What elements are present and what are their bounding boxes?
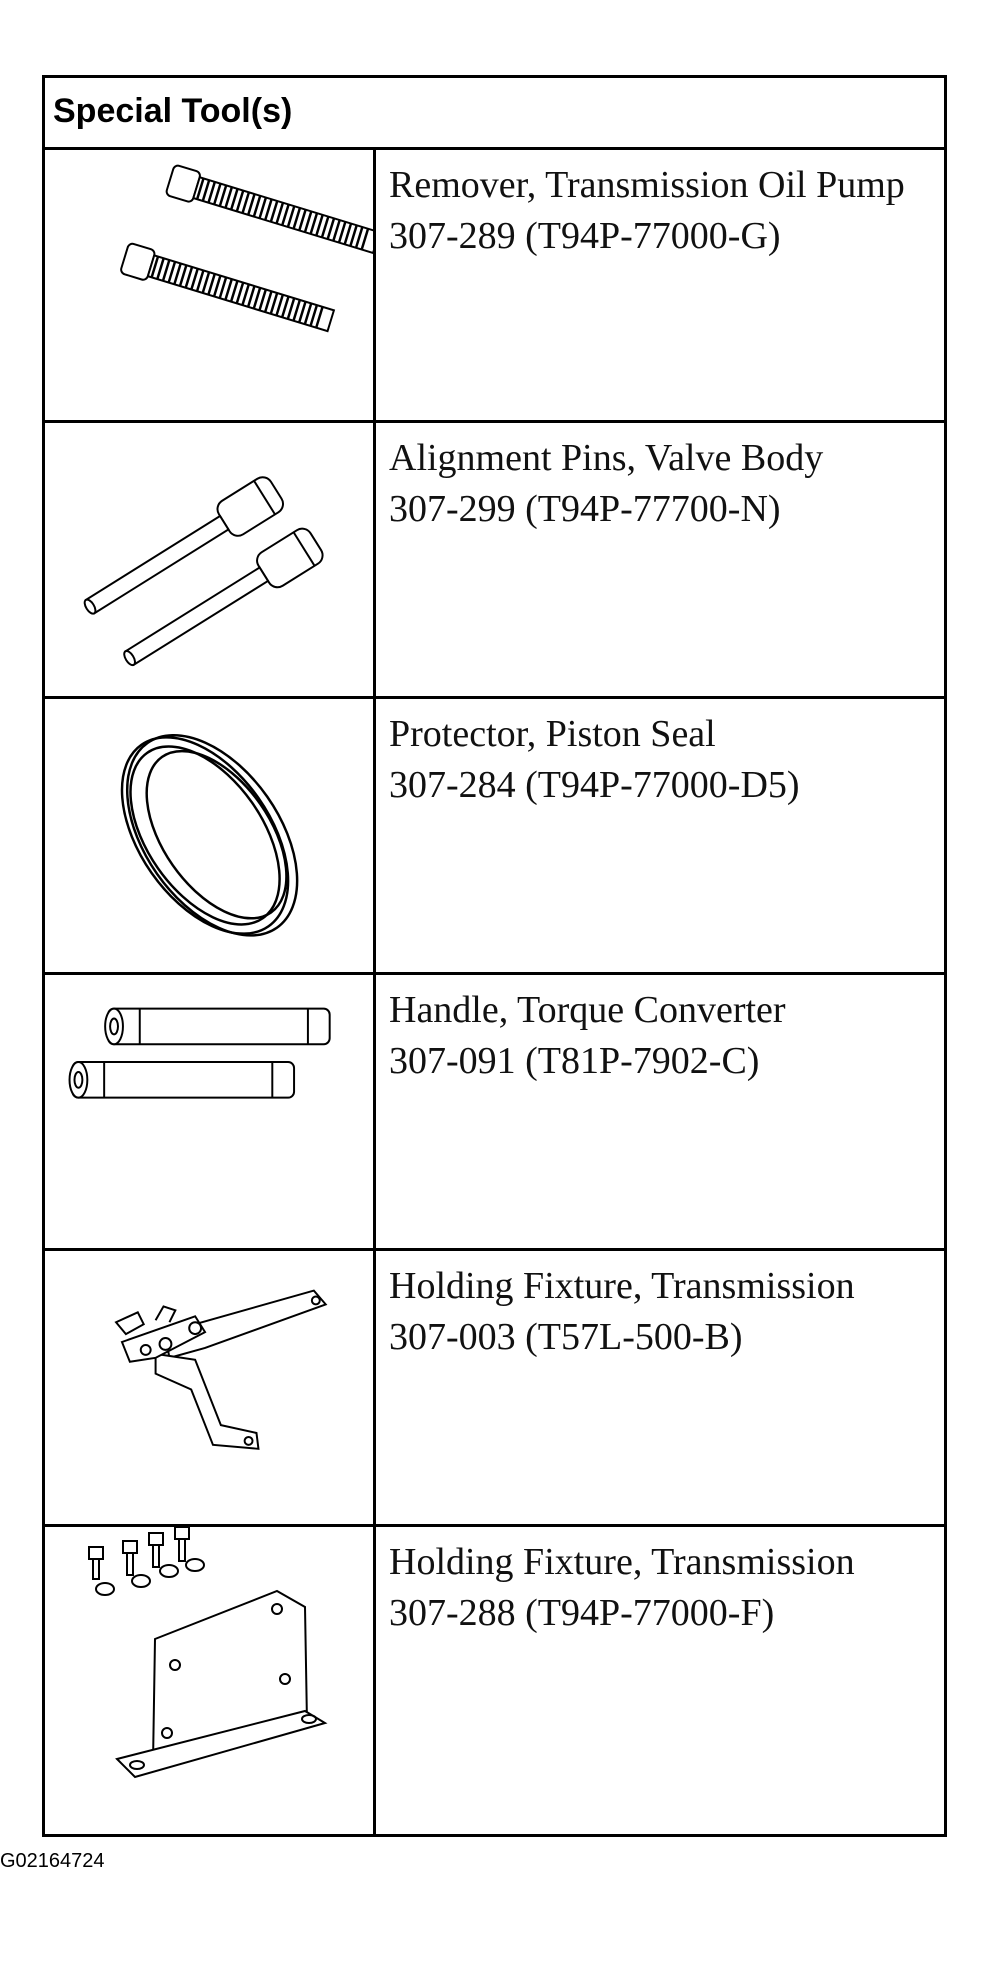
tool-number: 307-288 (T94P-77000-F)	[389, 1592, 775, 1634]
tool-image-cell	[45, 150, 376, 420]
tool-name: Handle, Torque Converter	[389, 989, 786, 1031]
holding-fixture-icon	[45, 1251, 373, 1524]
tool-name: Alignment Pins, Valve Body	[389, 437, 824, 479]
table-row	[45, 1251, 944, 1527]
tool-description	[389, 435, 936, 533]
alignment-pins-icon	[45, 423, 373, 696]
tool-name: Holding Fixture, Transmission	[389, 1265, 855, 1307]
tool-number: 307-091 (T81P-7902-C)	[389, 1040, 760, 1082]
tool-name: Holding Fixture, Transmission	[389, 1541, 855, 1583]
table-title: Special Tool(s)	[53, 92, 293, 130]
tool-description	[389, 1263, 936, 1361]
figure-id: G02164724	[0, 1850, 105, 1872]
table-row	[45, 699, 944, 975]
tool-name: Protector, Piston Seal	[389, 713, 716, 755]
tool-number: 307-003 (T57L-500-B)	[389, 1316, 743, 1358]
tool-name: Remover, Transmission Oil Pump	[389, 164, 905, 206]
tool-image-cell	[45, 1251, 376, 1524]
table-row	[45, 423, 944, 699]
tool-description	[389, 1539, 936, 1637]
tool-description	[389, 711, 936, 809]
tool-image-cell	[45, 1527, 376, 1834]
seal-ring-icon	[45, 699, 373, 972]
special-tools-table	[42, 75, 947, 1837]
table-row	[45, 150, 944, 423]
tool-number: 307-299 (T94P-77700-N)	[389, 488, 781, 530]
table-row	[45, 975, 944, 1251]
tool-description	[389, 162, 936, 260]
threaded-bolt-pair-icon	[45, 150, 373, 420]
tool-description	[389, 987, 936, 1085]
tool-image-cell	[45, 975, 376, 1248]
tool-number: 307-284 (T94P-77000-D5)	[389, 764, 800, 806]
bracket-fixture-icon	[45, 1527, 373, 1834]
tube-handles-icon	[45, 975, 373, 1248]
tool-image-cell	[45, 423, 376, 696]
table-header	[45, 78, 944, 150]
tool-number: 307-289 (T94P-77000-G)	[389, 215, 781, 257]
table-row	[45, 1527, 944, 1834]
tool-image-cell	[45, 699, 376, 972]
